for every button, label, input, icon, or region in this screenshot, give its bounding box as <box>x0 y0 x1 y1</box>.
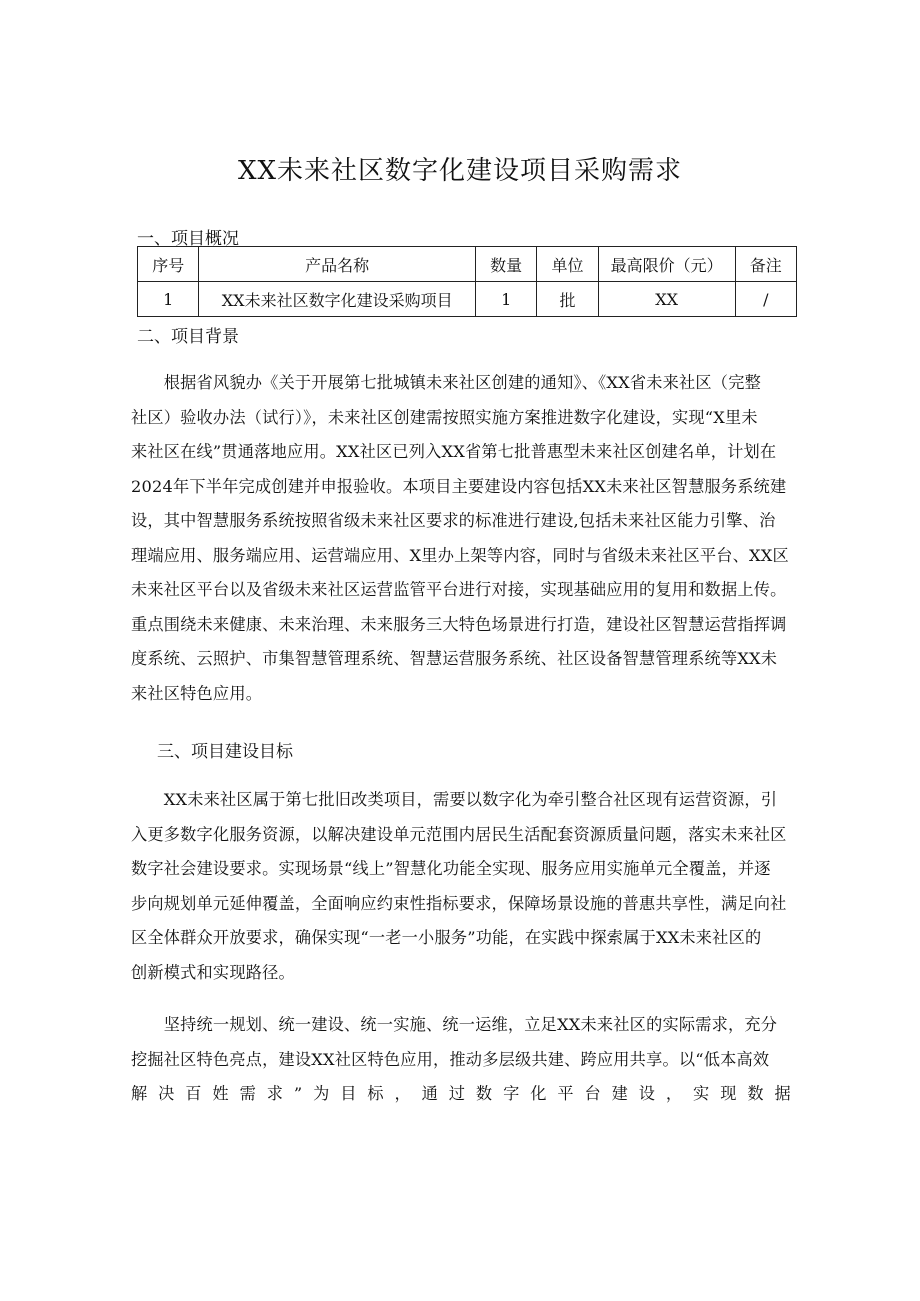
table-cell: 1 <box>475 282 536 317</box>
header-cell-quantity: 数量 <box>475 247 536 282</box>
text-line: 设，其中智慧服务系统按照省级未来社区要求的标准进行建设,包括未来社区能力引擎、治 <box>131 511 776 530</box>
header-cell-index: 序号 <box>138 247 199 282</box>
header-cell-unit: 单位 <box>537 247 598 282</box>
goal-paragraph-2 <box>131 1008 801 1112</box>
text-line: 社区）验收办法（试行）》，未来社区创建需按照实施方案推进数字化建设，实现“X里未 <box>131 407 758 427</box>
text-line: 度系统、云照护、市集智慧管理系统、智慧运营服务系统、社区设备智慧管理系统等XX未 <box>131 649 778 668</box>
text-line: 未来社区平台以及省级未来社区运营监管平台进行对接，实现基础应用的复用和数据上传。 <box>131 580 787 599</box>
text-line: XX未来社区属于第七批旧改类项目，需要以数字化为牵引整合社区现有运营资源，引 <box>131 790 778 809</box>
text-line: 2024年下半年完成创建并申报验收。本项目主要建设内容包括XX未来社区智慧服务系统建 <box>131 476 787 496</box>
table-cell: 批 <box>537 282 598 317</box>
table-cell: XX <box>598 282 735 317</box>
section-heading-goal: 三、项目建设目标 <box>157 742 293 762</box>
text-line: 挖掘社区特色亮点，建设XX社区特色应用，推动多层级共建、跨应用共享。以“低本高效 <box>131 1049 770 1069</box>
text-line: 来社区在线”贯通落地应用。XX社区已列入XX省第七批普惠型未来社区创建名单，计划在 <box>131 442 777 461</box>
background-paragraph <box>131 366 801 711</box>
text-line: 坚持统一规划、统一建设、统一实施、统一运维，立足XX未来社区的实际需求，充分 <box>131 1015 778 1034</box>
text-line: 根据省风貌办《关于开展第七批城镇未来社区创建的通知》、《XX省未来社区（完整 <box>131 373 761 392</box>
table-row <box>138 282 797 317</box>
text-line: 创新模式和实现路径。 <box>131 962 295 982</box>
goal-paragraph-1 <box>131 783 801 990</box>
text-line: 来社区特色应用。 <box>131 683 263 703</box>
text-line: 重点围绕未来健康、未来治理、未来服务三大特色场景进行打造，建设社区智慧运营指挥调 <box>131 614 787 634</box>
table-cell: XX未来社区数字化建设采购项目 <box>199 282 476 317</box>
text-line: 入更多数字化服务资源，以解决建设单元范围内居民生活配套资源质量问题，落实未来社区 <box>131 824 787 844</box>
text-line: 数字社会建设要求。实现场景“线上”智慧化功能全实现、服务应用实施单元全覆盖，并逐 <box>131 859 771 878</box>
document-title: XX未来社区数字化建设项目采购需求 <box>237 156 683 186</box>
justified-text-line: 解 决 百 姓 需 求 ” 为 目 标 ， 通 过 数 字 化 平 台 建 设 ， 实 现 数 据 <box>131 1084 791 1103</box>
text-line: 理端应用、服务端应用、运营端应用、X里办上架等内容，同时与省级未来社区平台、XX区 <box>131 545 789 565</box>
text-line: 步向规划单元延伸覆盖，全面响应约束性指标要求，保障场景设施的普惠共享性，满足向社 <box>131 893 787 913</box>
table-header-row <box>138 247 797 282</box>
project-summary-table <box>137 246 797 317</box>
header-cell-max-price: 最高限价（元） <box>598 247 735 282</box>
table-cell: / <box>735 282 796 317</box>
text-line: 区全体群众开放要求，确保实现“一老一小服务”功能，在实践中探索属于XX未来社区的 <box>131 928 762 947</box>
section-heading-background: 二、项目背景 <box>137 327 239 347</box>
header-cell-remarks: 备注 <box>735 247 796 282</box>
header-cell-product-name: 产品名称 <box>199 247 476 282</box>
section-heading-overview: 一、项目概况 <box>137 229 239 249</box>
table-cell: 1 <box>138 282 199 317</box>
